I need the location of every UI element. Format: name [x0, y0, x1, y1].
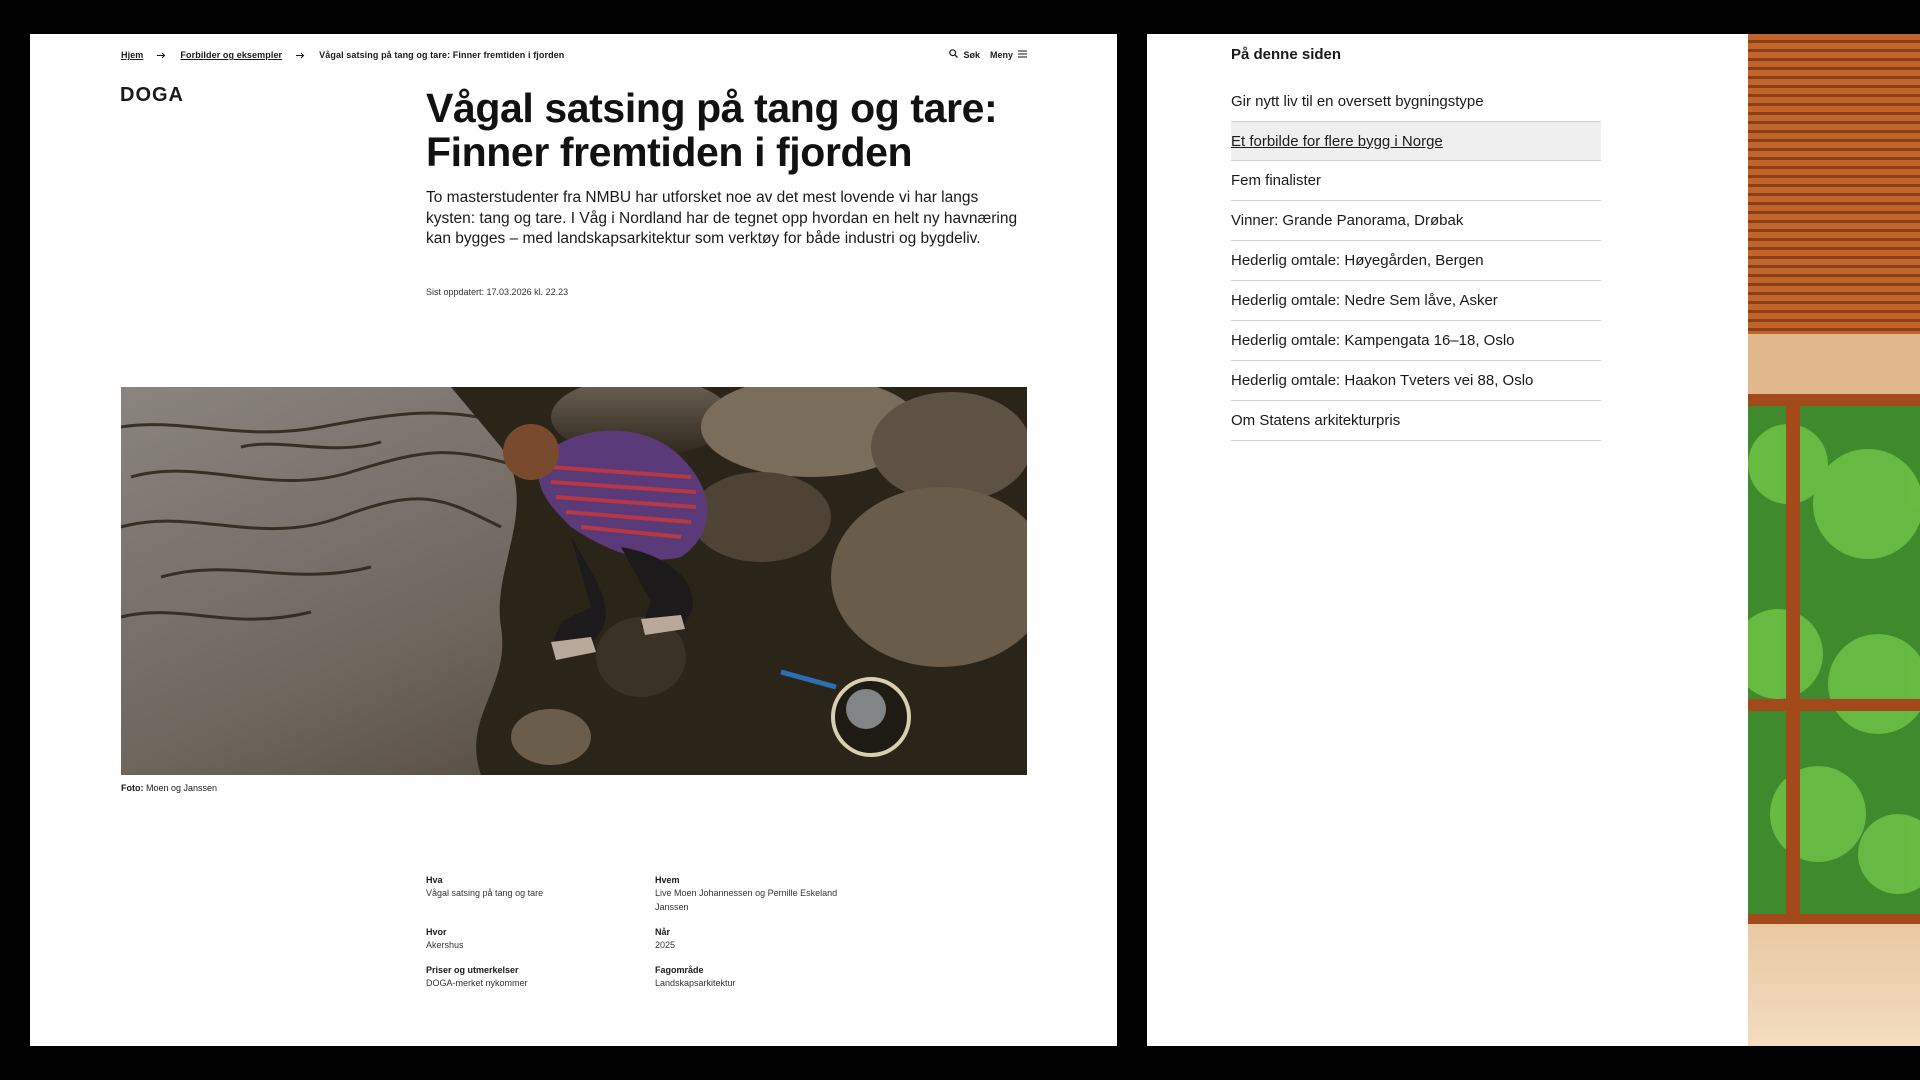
hero-image [121, 387, 1027, 775]
toc-item[interactable]: Hederlig omtale: Høyegården, Bergen [1231, 241, 1601, 281]
fact-value: 2025 [655, 940, 676, 950]
fact-priser [426, 964, 626, 990]
fact-key: Hvor [426, 927, 447, 937]
breadcrumb-current: Vågal satsing på tang og tare: Finner fremtiden i fjorden [319, 50, 565, 60]
toc-item[interactable]: Hederlig omtale: Nedre Sem låve, Asker [1231, 281, 1601, 321]
menu-button[interactable] [990, 50, 1027, 60]
fact-hvem [655, 874, 855, 914]
hamburger-icon [1018, 50, 1027, 60]
fact-hva [426, 874, 626, 900]
caption-label: Foto: [121, 783, 144, 793]
toc-item[interactable]: Vinner: Grande Panorama, Drøbak [1231, 201, 1601, 241]
toc-item[interactable]: Fem finalister [1231, 161, 1601, 201]
interior-photo [1748, 34, 1920, 1046]
toc-item[interactable]: Gir nytt liv til en oversett bygningstype [1231, 82, 1601, 122]
toc-title: På denne siden [1231, 46, 1342, 63]
header-actions [949, 49, 1027, 60]
doga-logo[interactable]: DOGA [120, 84, 184, 106]
toc-list [1231, 82, 1601, 441]
search-icon [949, 49, 958, 60]
arrow-right-icon [157, 52, 166, 59]
last-updated: Sist oppdatert: 17.03.2026 kl. 22.23 [426, 287, 569, 297]
toc-item[interactable]: Hederlig omtale: Kampengata 16–18, Oslo [1231, 321, 1601, 361]
breadcrumb-forbilder[interactable]: Forbilder og eksempler [180, 50, 283, 60]
fact-key: Priser og utmerkelser [426, 965, 519, 975]
caption-text: Moen og Janssen [146, 783, 218, 793]
breadcrumb-home[interactable]: Hjem [121, 50, 144, 60]
page-title: Vågal satsing på tang og tare: Finner fremtiden i fjorden [426, 85, 998, 175]
fact-value: Akershus [426, 940, 464, 950]
toc-item[interactable]: Om Statens arkitekturpris [1231, 401, 1601, 441]
fact-key: Når [655, 927, 671, 937]
fact-value: Vågal satsing på tang og tare [426, 888, 544, 898]
toc-panel [1147, 34, 1748, 1046]
fact-key: Fagområde [655, 965, 704, 975]
search-button[interactable] [949, 49, 980, 60]
photo-caption [121, 783, 217, 793]
fact-hvor [426, 926, 626, 952]
fact-key: Hvem [655, 875, 680, 885]
fact-value: DOGA-merket nykommer [426, 978, 528, 988]
fact-key: Hva [426, 875, 443, 885]
article-page [30, 34, 1117, 1046]
article-lead: To masterstudenter fra NMBU har utforsket noe av det mest lovende vi har langs kysten: tang og tare. I Våg i Nordland har de tegnet opp hvordan en helt ny havnæring kan bygges – med landskapsarkitektur som verktøy for både industri og bygdeliv. [426, 189, 1018, 247]
breadcrumb [121, 50, 564, 60]
arrow-right-icon [296, 52, 305, 59]
fact-value: Landskapsarkitektur [655, 978, 736, 988]
toc-item-active[interactable]: Et forbilde for flere bygg i Norge [1231, 121, 1601, 161]
search-label: Søk [963, 49, 980, 60]
menu-label: Meny [989, 49, 1013, 60]
fact-nar [655, 926, 855, 952]
toc-item[interactable]: Hederlig omtale: Haakon Tveters vei 88, Oslo [1231, 361, 1601, 401]
fact-fagomrade [655, 964, 855, 990]
fact-value: Live Moen Johannessen og Pernille Eskeland Janssen [655, 888, 838, 912]
